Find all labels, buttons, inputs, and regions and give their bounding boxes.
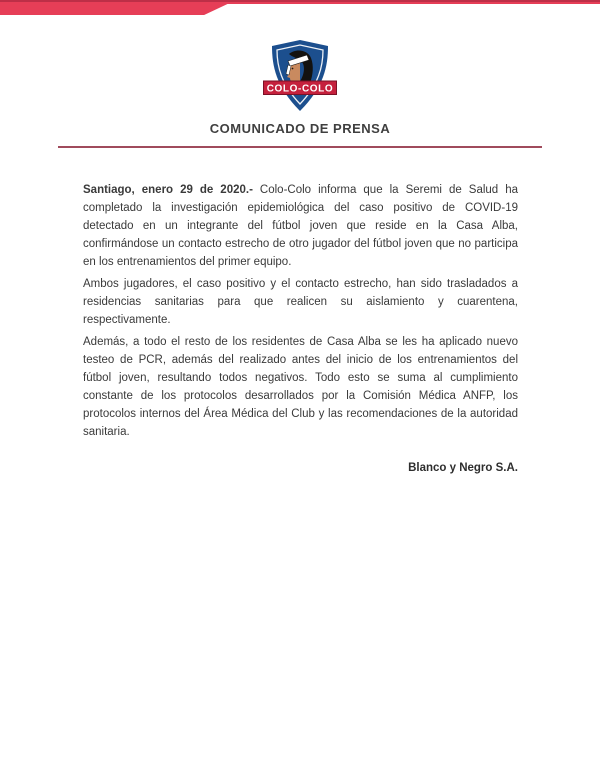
crest-eye-dot [292,68,294,70]
body-paragraph [83,275,518,329]
press-release-body [83,181,518,477]
crest-banner-text: COLO-COLO [266,83,334,95]
paragraph-text: Además, a todo el resto de los residentes de Casa Alba se les ha aplicado nuevo testeo de PCR, además del realizado antes del inicio de los entrenamientos del fútbol joven, resultando todos negativos. Todo esto se suma al cumplimiento constante de los protocolos desarrollados por la Comisión Médica ANFP, los protocolos internos del Área Médica del Club y las recomendaciones de la autoridad sanitaria. [83,336,518,438]
club-crest-icon [262,39,338,115]
paragraph-text: Ambos jugadores, el caso positivo y el contacto estrecho, han sido trasladados a residencias sanitarias para que realicen su aislamiento y cuarentena, respectivamente. [83,278,518,326]
colo-colo-logo [262,39,338,115]
dateline: Santiago, enero 29 de 2020.- [83,184,253,196]
body-paragraph [83,333,518,441]
top-accent-edge [0,0,600,2]
body-paragraph [83,181,518,271]
page-title: COMUNICADO DE PRENSA [209,121,391,136]
signature: Blanco y Negro S.A. [408,462,518,474]
title-divider [58,146,542,148]
paragraph-text: Colo-Colo informa que la Seremi de Salud ha completado la investigación epidemiológica del caso positivo de COVID-19 detectado en un integrante del fútbol joven que reside en la Casa Alba, confirmándose un contacto estrecho de otro jugador del fútbol joven que no participa en los entrenamientos del primer equipo. [83,184,518,268]
